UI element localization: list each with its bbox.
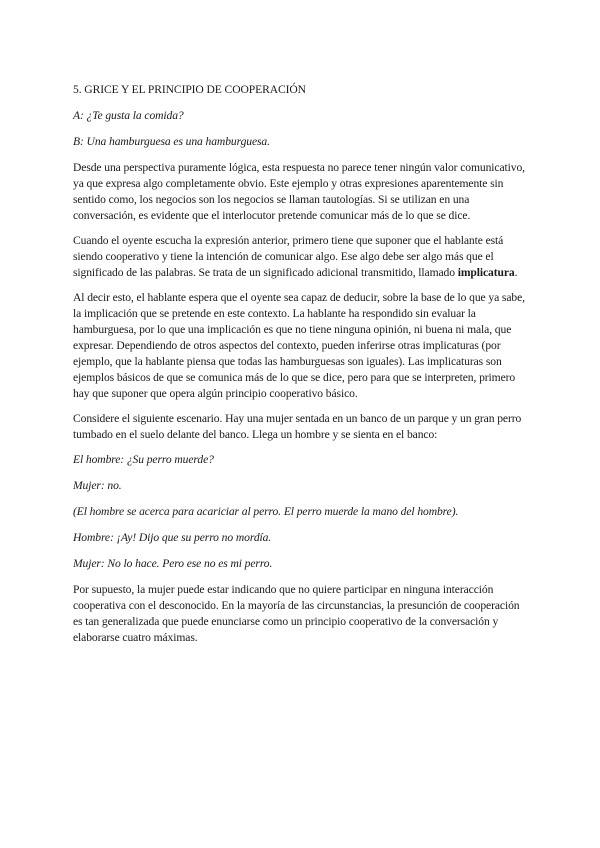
dialogue-line: Hombre: ¡Ay! Dijo que su perro no mordía. <box>73 531 272 544</box>
dialogue-line: El hombre: ¿Su perro muerde? <box>73 453 214 466</box>
paragraph-deduction: Al decir esto, el hablante espera que el oyente sea capaz de deducir, sobre la base de lo que ya sabe, la implicación que se pretende en este contexto. La hablante ha respondido sin evaluar la hamburguesa, por lo que una implicación es que no tiene ninguna opinión, ni buena ni mala, que expresar. Dependiendo de otros aspectos del contexto, pueden inferirse otras implicaturas (por ejemplo, que la hablante piensa que todas las hamburguesas son iguales). Las implicaturas son ejemplos básicos de que se comunica más de lo que se dice, pero para que se interpreten, primero hay que suponer que opera algún principio cooperativo básico. <box>73 291 525 400</box>
dialogue-line-b: B: Una hamburguesa es una hamburguesa. <box>73 135 270 148</box>
paragraph-scenario: Considere el siguiente escenario. Hay una mujer sentada en un banco de un parque y un gran perro tumbado en el suelo delante del banco. Llega un hombre y se sienta en el banco: <box>73 412 522 441</box>
dialogue-line: Mujer: no. <box>73 479 122 492</box>
implicature-term: implicatura <box>457 266 515 279</box>
paragraph-tautology: Desde una perspectiva puramente lógica, esta respuesta no parece tener ningún valor comunicativo, ya que expresa algo completamente obvio. Este ejemplo y otras expresiones aparentemente sin sentido como, los negocios son los negocios se llaman tautologías. Si se utilizan en una conversación, es evidente que el interlocutor pretende comunicar más de lo que se dice. <box>73 161 525 222</box>
paragraph-conclusion: Por supuesto, la mujer puede estar indicando que no quiere participar en ninguna interacción cooperativa con el desconocido. En la mayoría de las circunstancias, la presunción de cooperación es tan generalizada que puede enunciarse como un principio cooperativo de la conversación y elaborarse cuatro máximas. <box>73 583 520 644</box>
dialogue-line-a: A: ¿Te gusta la comida? <box>73 109 184 122</box>
dialogue-line: Mujer: No lo hace. Pero ese no es mi perro. <box>73 557 273 570</box>
dialogue-line: (El hombre se acerca para acariciar al perro. El perro muerde la mano del hombre). <box>73 505 459 518</box>
paragraph-implicature-end: . <box>514 266 518 279</box>
section-heading: 5. GRICE Y EL PRINCIPIO DE COOPERACIÓN <box>73 83 306 96</box>
paragraph-implicature-text: Cuando el oyente escucha la expresión anterior, primero tiene que suponer que el hablante está siendo cooperativo y tiene la intención de comunicar algo. Ese algo debe ser algo más que el significado de las palabras. Se trata de un significado adicional transmitido, llamado <box>73 234 504 279</box>
paragraph-implicature <box>73 233 530 281</box>
